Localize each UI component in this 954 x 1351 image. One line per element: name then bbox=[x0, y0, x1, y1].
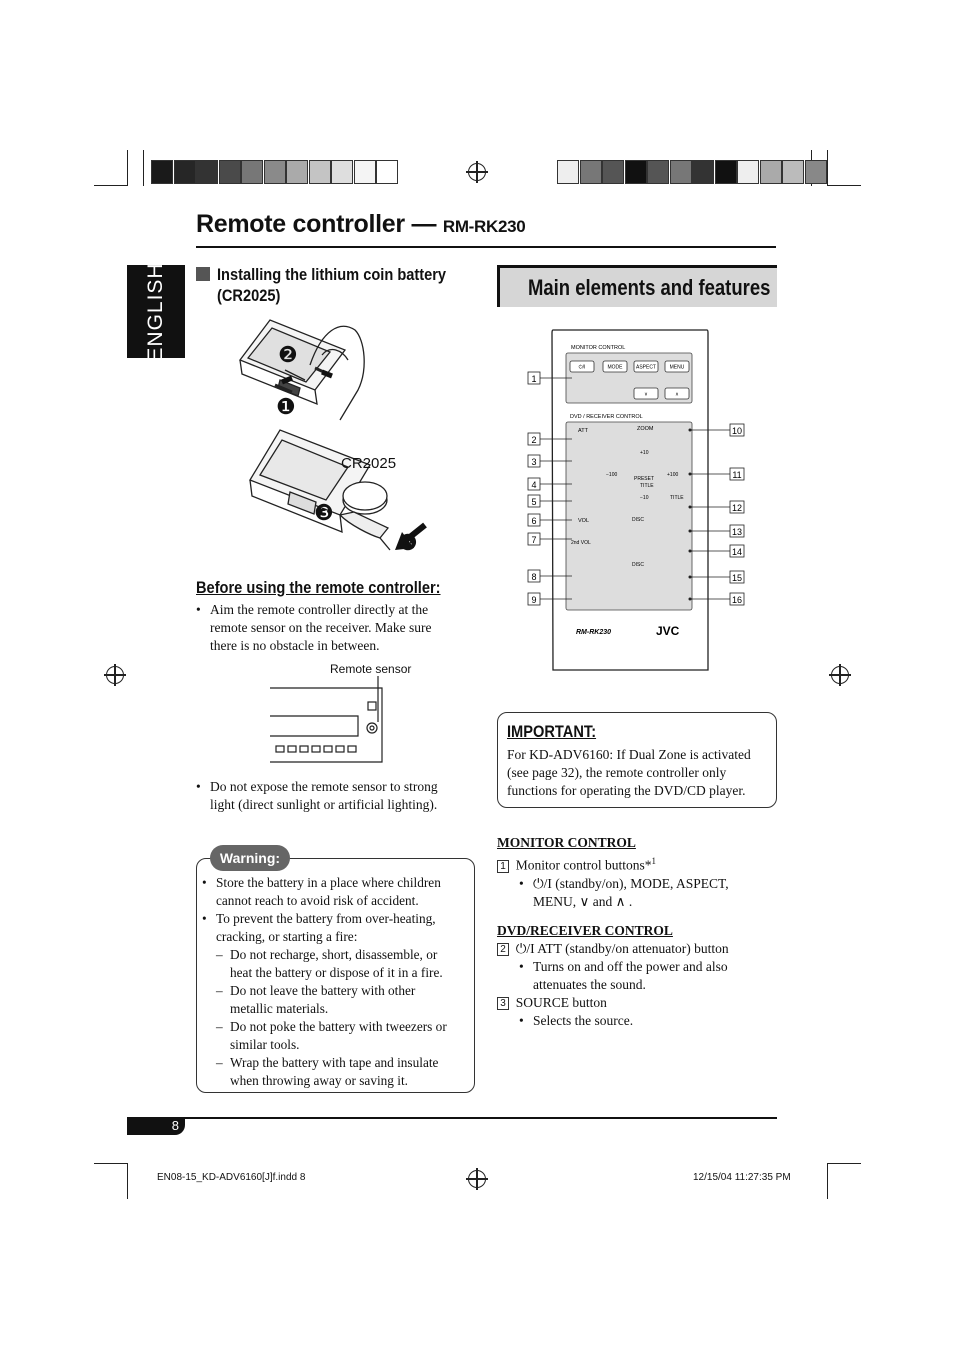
bullet-aim: • Aim the remote controller directly at the remote sensor on the receiver. Make sure there is no obstacle in between. bbox=[196, 601, 466, 655]
svg-text:7: 7 bbox=[531, 535, 537, 545]
color-swatch bbox=[737, 160, 759, 184]
footer-rule bbox=[127, 1117, 777, 1119]
warning-item: • To prevent the battery from over-heating, cracking, or starting a fire: bbox=[202, 910, 472, 946]
down-button[interactable] bbox=[634, 388, 658, 399]
title-rule bbox=[196, 246, 776, 248]
color-swatch bbox=[241, 160, 263, 184]
warning-subitem: – Wrap the battery with tape and insulate when throwing away or saving it. bbox=[216, 1054, 472, 1090]
section-marker bbox=[196, 267, 210, 281]
color-swatch bbox=[309, 160, 331, 184]
crop-mark bbox=[127, 150, 128, 186]
plus100-label: +100 bbox=[667, 472, 679, 478]
svg-text:ASPECT: ASPECT bbox=[635, 364, 657, 371]
svg-text:16: 16 bbox=[731, 595, 743, 605]
dvd-control-heading: DVD/RECEIVER CONTROL bbox=[497, 923, 673, 938]
important-text: functions for operating the DVD/CD player. bbox=[507, 783, 746, 798]
second-vol-label: 2nd VOL bbox=[571, 540, 591, 546]
crop-mark bbox=[94, 1163, 128, 1164]
crop-mark bbox=[94, 185, 128, 186]
crop-mark bbox=[827, 150, 828, 186]
minus10-label: −10 bbox=[640, 495, 649, 501]
registration-mark-icon bbox=[831, 666, 849, 684]
svg-text:12: 12 bbox=[731, 503, 743, 513]
receiver-panel-illustration bbox=[268, 676, 386, 766]
registration-mark-icon bbox=[468, 1170, 486, 1188]
minus100-label: −100 bbox=[606, 472, 618, 478]
page-number: 8 bbox=[127, 1118, 185, 1135]
step-4-badge: ❹ bbox=[398, 530, 418, 555]
color-swatch bbox=[670, 160, 692, 184]
crop-mark bbox=[827, 185, 861, 186]
svg-text:10: 10 bbox=[731, 426, 743, 436]
zoom-label: ZOOM bbox=[637, 426, 654, 432]
svg-text:14: 14 bbox=[731, 547, 743, 557]
svg-text:11: 11 bbox=[732, 470, 742, 480]
registration-mark-icon bbox=[106, 666, 124, 684]
bullet-light: • Do not expose the remote sensor to strong light (direct sunlight or artificial lighting). bbox=[196, 778, 466, 814]
date-slug: 12/15/04 11:27:35 PM bbox=[693, 1172, 791, 1183]
color-swatch bbox=[647, 160, 669, 184]
file-slug: EN08-15_KD-ADV6160[J]f.indd 8 bbox=[157, 1172, 306, 1183]
color-swatch bbox=[692, 160, 714, 184]
list-item: 2 ⏻/I ATT (standby/on attenuator) button bbox=[497, 940, 777, 958]
step-2-badge: ❷ bbox=[278, 342, 298, 367]
color-swatch bbox=[715, 160, 737, 184]
svg-text:6: 6 bbox=[531, 516, 537, 526]
before-using-heading: Before using the remote controller: bbox=[196, 578, 441, 597]
model-name: RM-RK230 bbox=[442, 217, 526, 236]
title2-label: TITLE bbox=[670, 495, 684, 501]
warning-subitem: – Do not poke the battery with tweezers or similar tools. bbox=[216, 1018, 472, 1054]
remote-sensor-label: Remote sensor bbox=[330, 662, 412, 676]
svg-text:9: 9 bbox=[531, 595, 537, 605]
svg-text:2: 2 bbox=[531, 435, 537, 445]
svg-text:8: 8 bbox=[531, 572, 537, 582]
monitor-control-label: MONITOR CONTROL bbox=[571, 345, 626, 351]
color-swatch bbox=[354, 160, 376, 184]
remote-control-diagram bbox=[520, 325, 760, 675]
list-subitem: • Turns on and off the power and also attenuates the sound. bbox=[519, 958, 777, 994]
vol-label: VOL bbox=[578, 518, 590, 524]
crop-mark bbox=[127, 1163, 128, 1199]
color-swatch bbox=[625, 160, 647, 184]
step-1-badge: ❶ bbox=[276, 394, 296, 419]
crop-mark bbox=[827, 1163, 861, 1164]
svg-text:5: 5 bbox=[531, 497, 537, 507]
color-swatch bbox=[580, 160, 602, 184]
svg-text:MENU: MENU bbox=[669, 364, 685, 371]
color-swatch bbox=[805, 160, 827, 184]
disc-label: DISC bbox=[632, 517, 644, 523]
color-swatch bbox=[196, 160, 218, 184]
color-swatch bbox=[219, 160, 241, 184]
color-swatch bbox=[331, 160, 353, 184]
warning-subitem: – Do not recharge, short, disassemble, or heat the battery or dispose of it in a fire. bbox=[216, 946, 472, 982]
color-swatch bbox=[174, 160, 196, 184]
svg-text:3: 3 bbox=[531, 457, 537, 467]
color-swatch bbox=[760, 160, 782, 184]
jvc-logo: JVC bbox=[656, 624, 680, 638]
mode-button[interactable] bbox=[603, 361, 627, 372]
main-elements-heading: Main elements and features bbox=[497, 265, 777, 307]
color-swatch bbox=[557, 160, 579, 184]
color-swatch bbox=[264, 160, 286, 184]
color-swatch bbox=[782, 160, 804, 184]
list-item: 1 Monitor control buttons*$^1$ bbox=[497, 852, 777, 875]
list-item: 3 SOURCE button bbox=[497, 994, 777, 1012]
battery-type-label: CR2025 bbox=[341, 455, 397, 472]
disc-label-2: DISC bbox=[632, 562, 644, 568]
aspect-button[interactable] bbox=[634, 361, 658, 372]
menu-button[interactable] bbox=[665, 361, 689, 372]
dvd-control-label: DVD / RECEIVER CONTROL bbox=[570, 414, 643, 420]
monitor-control-heading: MONITOR CONTROL bbox=[497, 835, 636, 850]
list-subitem: • Selects the source. bbox=[519, 1012, 777, 1030]
svg-text:MODE: MODE bbox=[607, 364, 623, 371]
svg-text:1: 1 bbox=[531, 374, 537, 384]
svg-text:∧: ∧ bbox=[675, 391, 679, 398]
svg-text:⏻/I: ⏻/I bbox=[578, 364, 586, 371]
svg-text:4: 4 bbox=[531, 480, 537, 490]
warning-item: • Store the battery in a place where children cannot reach to avoid risk of accident. bbox=[202, 874, 472, 910]
warning-label: Warning: bbox=[210, 845, 290, 871]
color-swatch bbox=[602, 160, 624, 184]
svg-text:15: 15 bbox=[731, 573, 743, 583]
remote-model-text: RM-RK230 bbox=[576, 629, 612, 636]
important-label: IMPORTANT: bbox=[507, 722, 597, 741]
dvd-control-panel bbox=[566, 422, 692, 610]
page-title: Remote controller — RM-RK230 bbox=[196, 210, 526, 238]
color-swatch bbox=[376, 160, 398, 184]
title-label: TITLE bbox=[640, 483, 654, 489]
svg-text:13: 13 bbox=[731, 527, 743, 537]
svg-text:∨: ∨ bbox=[644, 391, 648, 398]
preset-label: PRESET bbox=[634, 476, 655, 482]
battery-heading: Installing the lithium coin battery (CR2025) bbox=[217, 265, 447, 305]
important-text: For KD-ADV6160: If Dual Zone is activated bbox=[507, 747, 751, 762]
color-swatch bbox=[286, 160, 308, 184]
warning-subitem: – Do not leave the battery with other metallic materials. bbox=[216, 982, 472, 1018]
plus10-label: +10 bbox=[640, 450, 649, 456]
crop-mark bbox=[143, 150, 144, 186]
registration-mark-icon bbox=[468, 163, 486, 181]
important-text: (see page 32), the remote controller only bbox=[507, 765, 727, 780]
color-swatch bbox=[151, 160, 173, 184]
language-tab: ENGLISH bbox=[127, 265, 185, 358]
step-3-badge: ❸ bbox=[314, 500, 334, 525]
crop-mark bbox=[827, 1163, 828, 1199]
list-subitem: • ⏻/I (standby/on), MODE, ASPECT, MENU, ∨ and ∧ . bbox=[519, 875, 777, 911]
battery-illustration bbox=[230, 310, 440, 560]
up-button[interactable] bbox=[665, 388, 689, 399]
power-button[interactable] bbox=[570, 361, 594, 372]
att-label: ATT bbox=[578, 428, 588, 434]
